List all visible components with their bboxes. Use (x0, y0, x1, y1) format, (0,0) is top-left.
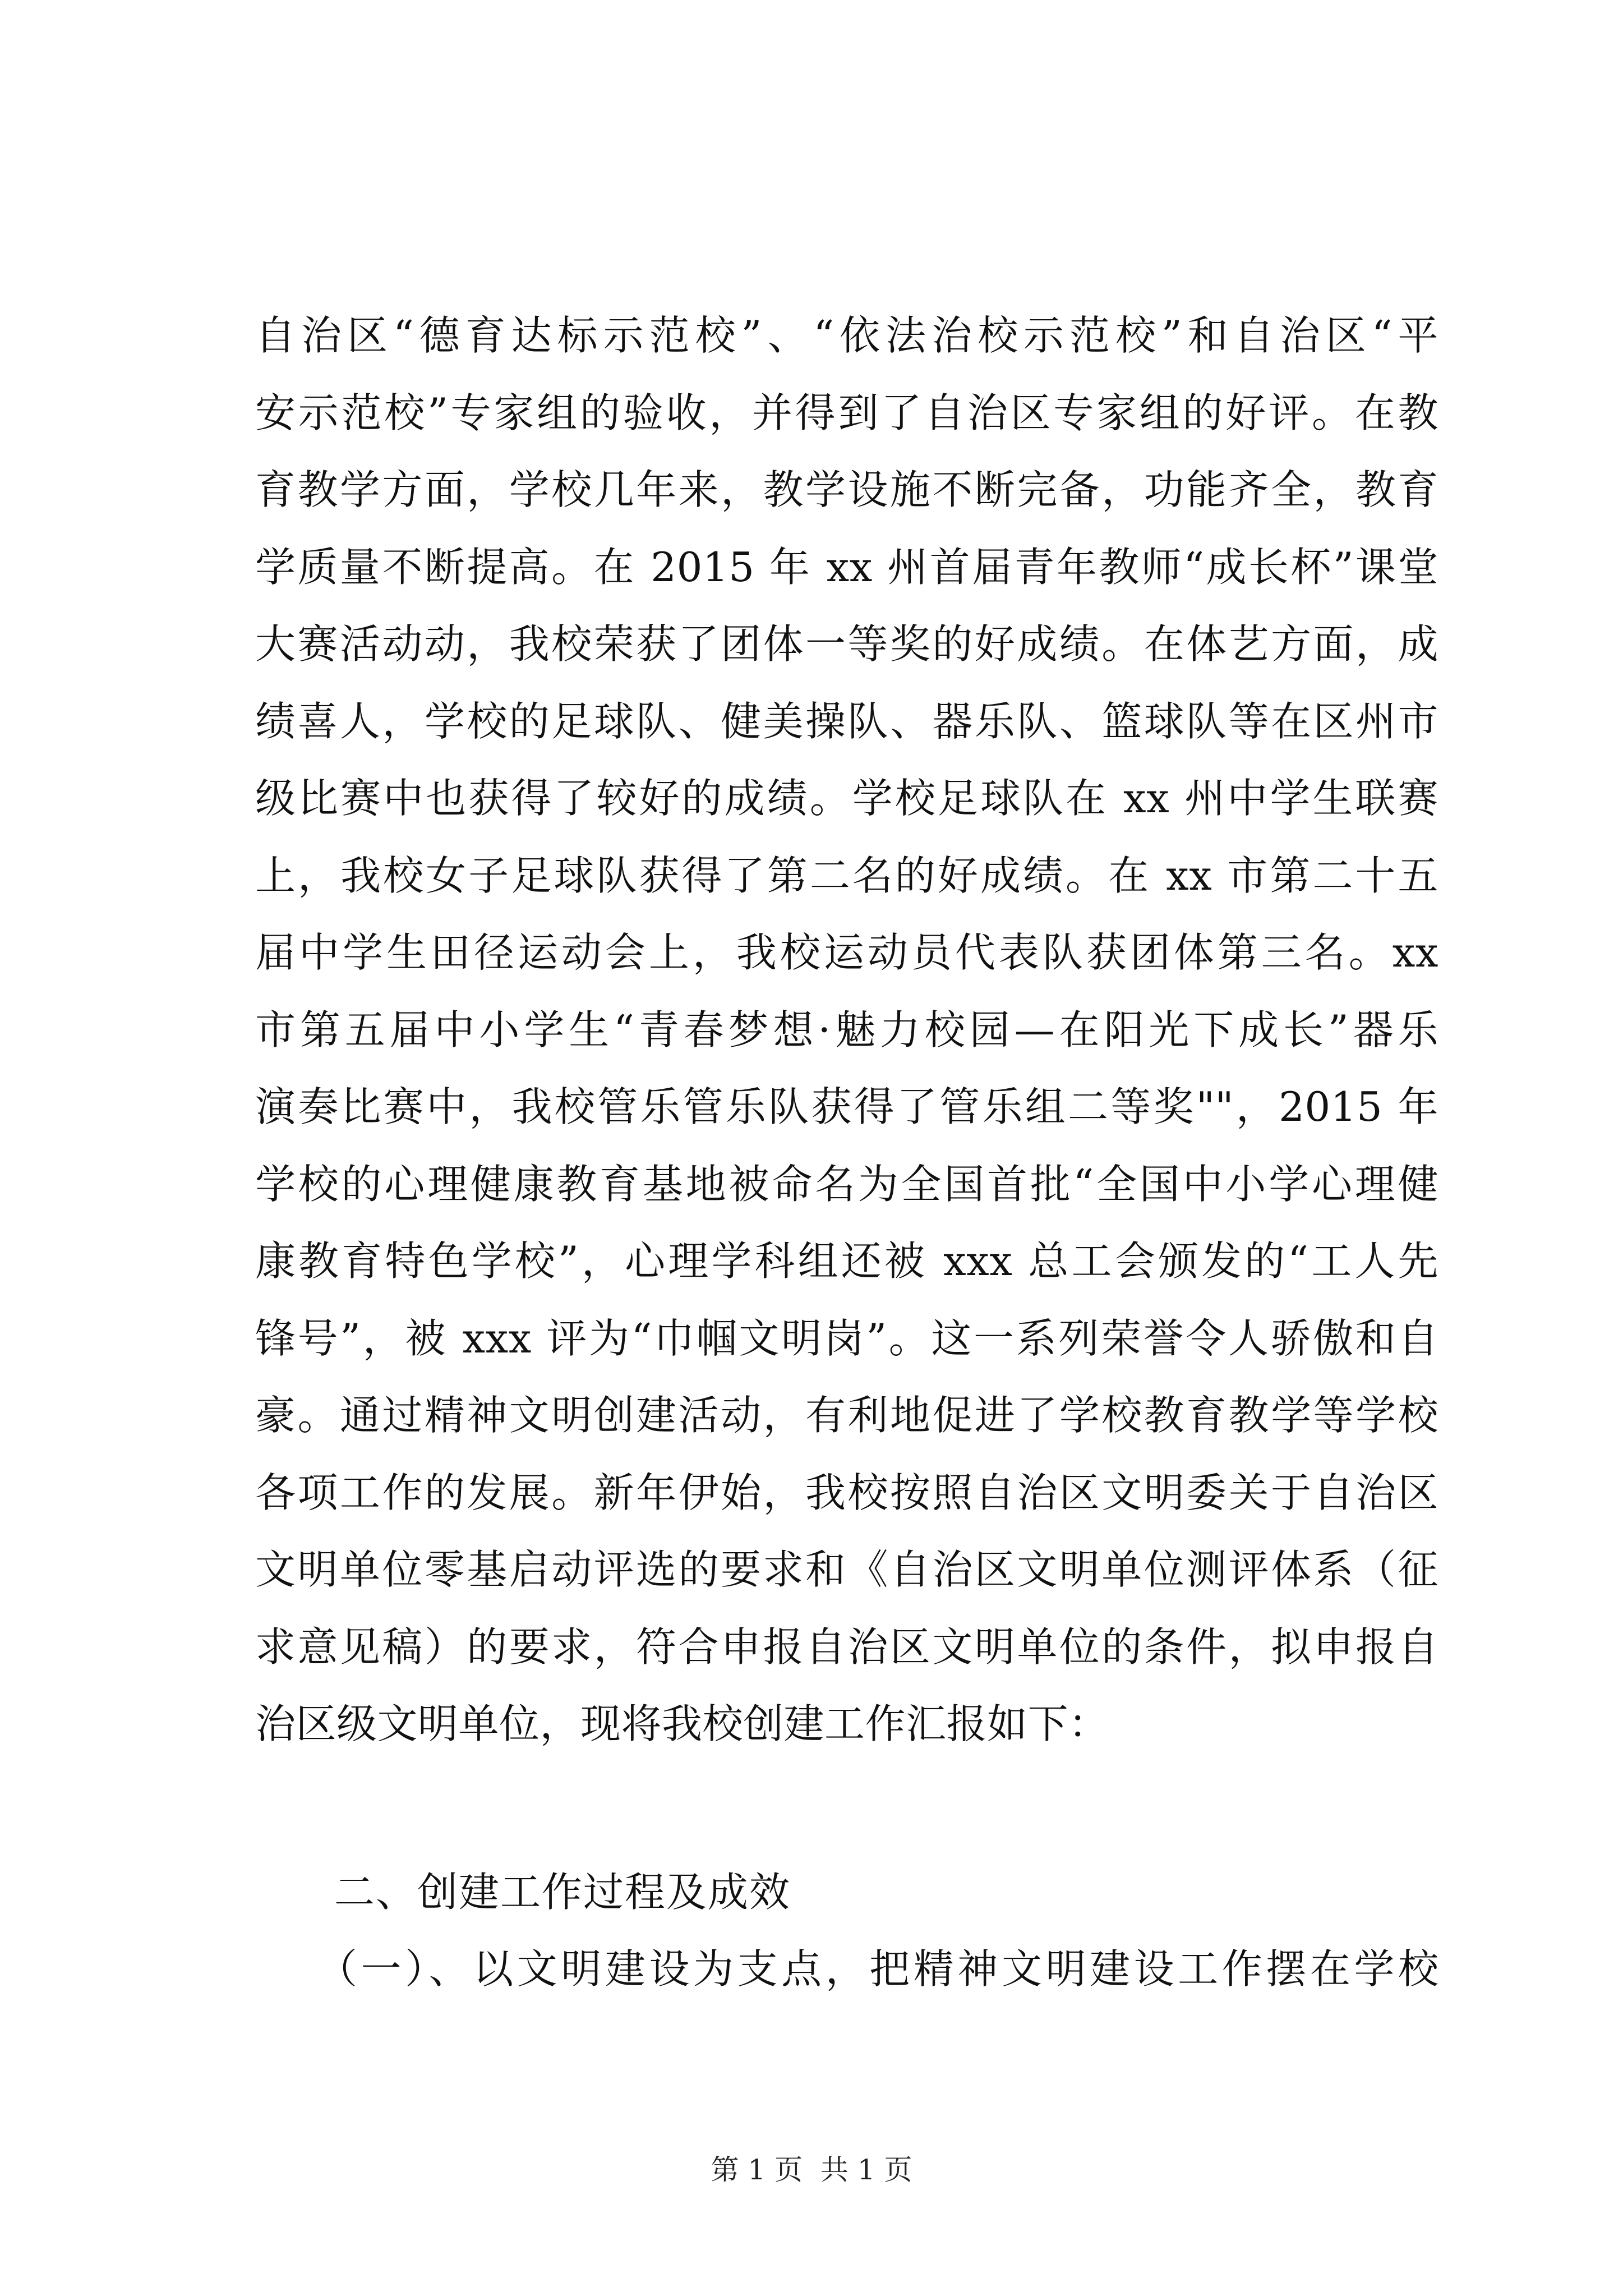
paragraph-line: 文明单位零基启动评选的要求和《自治区文明单位测评体系（征 (255, 1546, 1438, 1593)
paragraph-line: 演奏比赛中，我校管乐管乐队获得了管乐组二等奖""，2015 年 (255, 1083, 1438, 1130)
paragraph-line: 求意见稿）的要求，符合申报自治区文明单位的条件，拟申报自 (255, 1623, 1438, 1671)
paragraph-line: 学质量不断提高。在 2015 年 xx 州首届青年教师“成长杯”课堂 (255, 543, 1438, 591)
paragraph-line: 安示范校”专家组的验收，并得到了自治区专家组的好评。在教 (255, 389, 1438, 436)
body-paragraph (255, 297, 1438, 1763)
paragraph-line: 届中学生田径运动会上，我校运动员代表队获团体第三名。xx (255, 929, 1438, 976)
paragraph-line: 自治区“德育达标示范校”、“依法治校示范校”和自治区“平 (255, 312, 1438, 359)
paragraph-line: 学校的心理健康教育基地被命名为全国首批“全国中小学心理健 (255, 1160, 1438, 1208)
paragraph-line: 各项工作的发展。新年伊始，我校按照自治区文明委关于自治区 (255, 1469, 1438, 1516)
paragraph-line: 级比赛中也获得了较好的成绩。学校足球队在 xx 州中学生联赛 (255, 775, 1438, 822)
paragraph-line: 大赛活动动，我校荣获了团体一等奖的好成绩。在体艺方面，成 (255, 620, 1438, 668)
paragraph-line: 市第五届中小学生“青春梦想·魅力校园—在阳光下成长”器乐 (255, 1006, 1438, 1053)
paragraph-line: 豪。通过精神文明创建活动，有利地促进了学校教育教学等学校 (255, 1392, 1438, 1439)
page-number-footer: 第 1 页 共 1 页 (711, 2154, 912, 2186)
paragraph-line: 绩喜人，学校的足球队、健美操队、器乐队、篮球队等在区州市 (255, 697, 1438, 745)
subsection-heading: （一）、以文明建设为支点，把精神文明建设工作摆在学校 (317, 1945, 1438, 1993)
section-heading: 二、创建工作过程及成效 (334, 1869, 791, 1916)
paragraph-line: 锋号”，被 xxx 评为“巾帼文明岗”。这一系列荣誉令人骄傲和自 (255, 1314, 1438, 1362)
paragraph-line: 上，我校女子足球队获得了第二名的好成绩。在 xx 市第二十五 (255, 852, 1438, 899)
paragraph-line: 治区级文明单位，现将我校创建工作汇报如下： (255, 1700, 1109, 1747)
paragraph-line: 康教育特色学校”，心理学科组还被 xxx 总工会颁发的“工人先 (255, 1237, 1438, 1285)
paragraph-line: 育教学方面，学校几年来，教学设施不断完备，功能齐全，教育 (255, 466, 1438, 513)
